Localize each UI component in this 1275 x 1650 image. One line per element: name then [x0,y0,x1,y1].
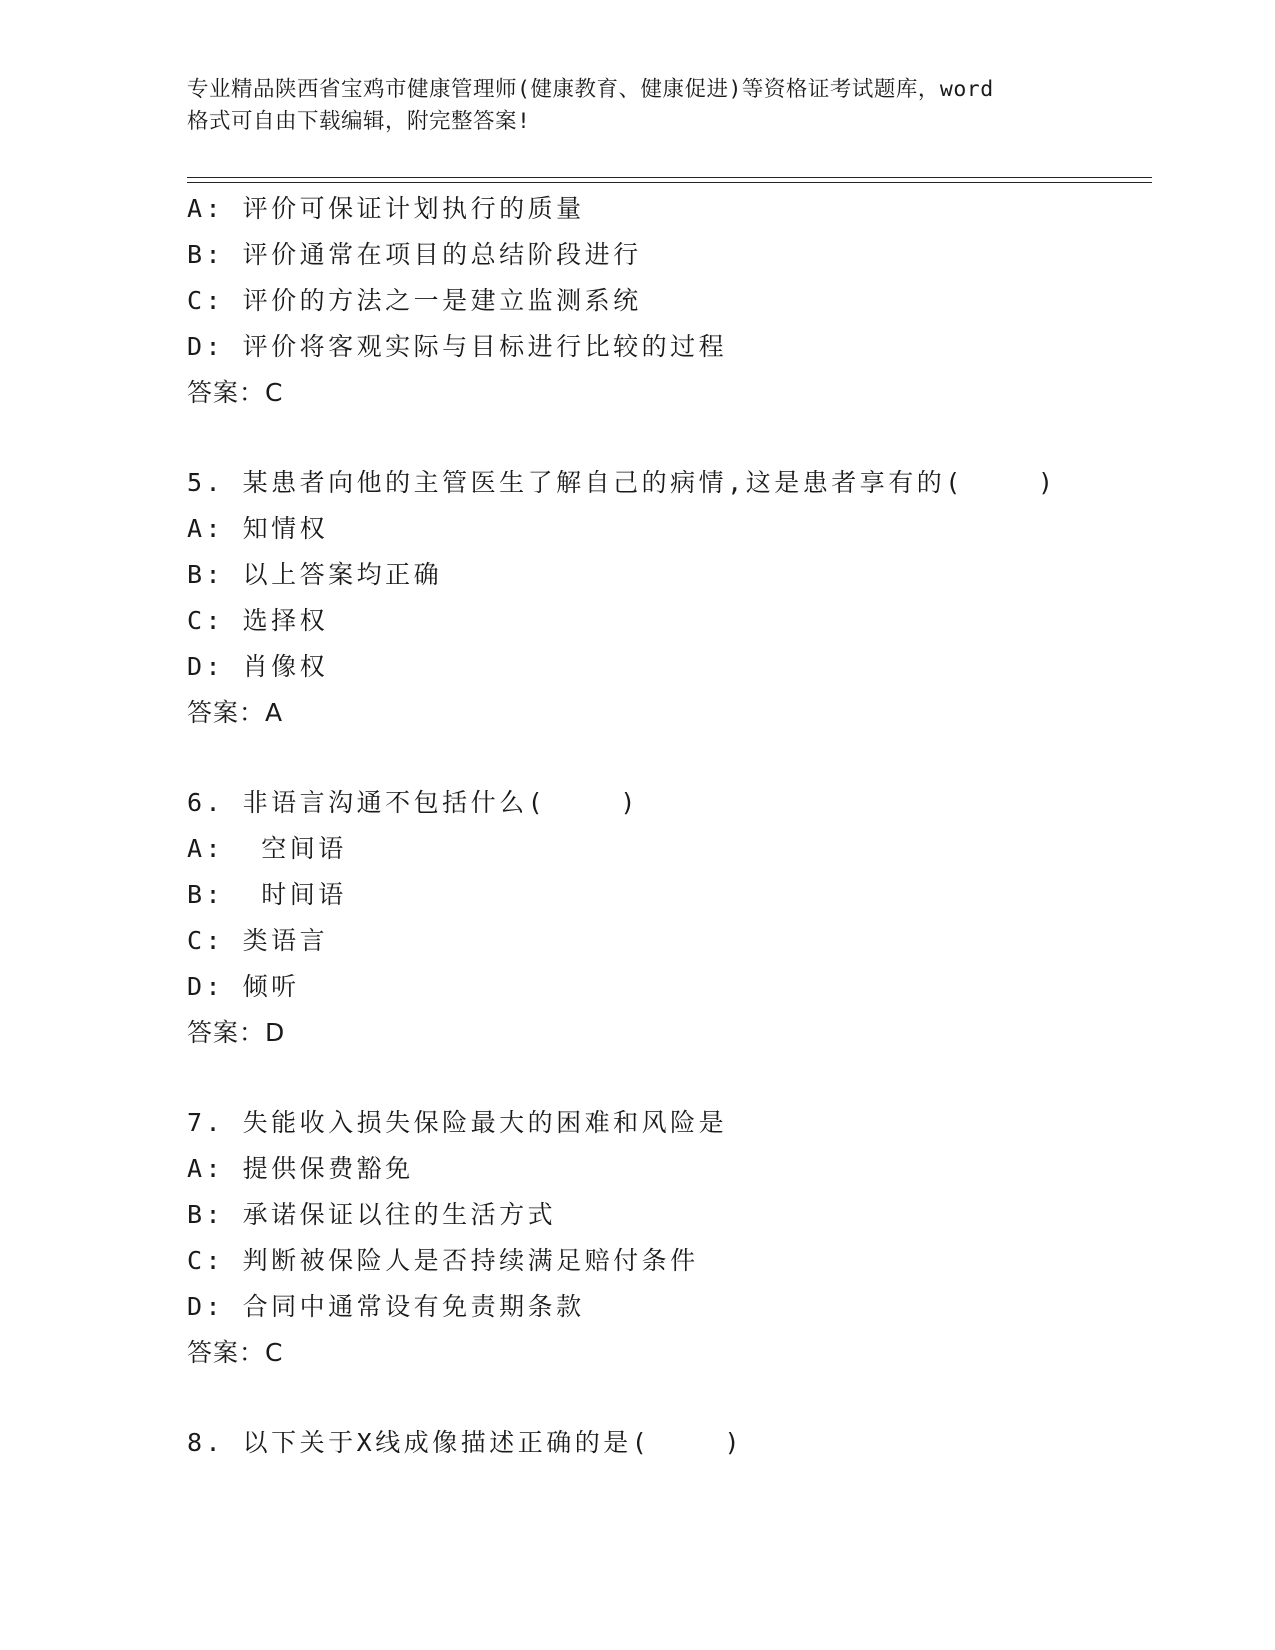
option-b: B: 承诺保证以往的生活方式 [187,1200,557,1229]
option-c: C: 选择权 [187,606,329,635]
option-a: A: 知情权 [187,514,329,543]
option-b: B: 评价通常在项目的总结阶段进行 [187,240,642,269]
option-c: C: 评价的方法之一是建立监测系统 [187,286,642,315]
option-d: D: 倾听 [187,972,300,1001]
header-line-1: 专业精品陕西省宝鸡市健康管理师(健康教育、健康促进)等资格证考试题库，word [187,77,994,102]
option-c: C: 类语言 [187,926,329,955]
spacer [187,1376,1152,1420]
answer: 答案：C [187,378,284,407]
option-a: A: 评价可保证计划执行的质量 [187,194,585,223]
question-block-4 [187,186,1152,416]
option-b: B: 时间语 [187,880,347,909]
question-text: 7. 失能收入损失保险最大的困难和风险是 [187,1108,728,1137]
question-block-7 [187,1100,1152,1376]
option-d: D: 评价将客观实际与目标进行比较的过程 [187,332,728,361]
document-header [187,74,1097,138]
question-text: 6. 非语言沟通不包括什么( ) [187,788,639,817]
option-d: D: 合同中通常设有免责期条款 [187,1292,585,1321]
option-a: A: 空间语 [187,834,347,863]
question-block-8 [187,1420,1152,1466]
option-d: D: 肖像权 [187,652,329,681]
answer: 答案：C [187,1338,284,1367]
spacer [187,1056,1152,1100]
question-text: 8. 以下关于X线成像描述正确的是( ) [187,1428,744,1457]
option-c: C: 判断被保险人是否持续满足赔付条件 [187,1246,699,1275]
answer: 答案：A [187,698,284,727]
answer: 答案：D [187,1018,286,1047]
spacer [187,416,1152,460]
option-b: B: 以上答案均正确 [187,560,443,589]
question-text: 5. 某患者向他的主管医生了解自己的病情,这是患者享有的( ) [187,468,1057,497]
question-list [187,186,1152,1466]
question-block-5 [187,460,1152,736]
question-block-6 [187,780,1152,1056]
spacer [187,736,1152,780]
header-line-2: 格式可自由下载编辑，附完整答案! [187,109,531,134]
header-divider-top [187,177,1152,178]
header-divider-bottom [187,182,1152,183]
option-a: A: 提供保费豁免 [187,1154,414,1183]
